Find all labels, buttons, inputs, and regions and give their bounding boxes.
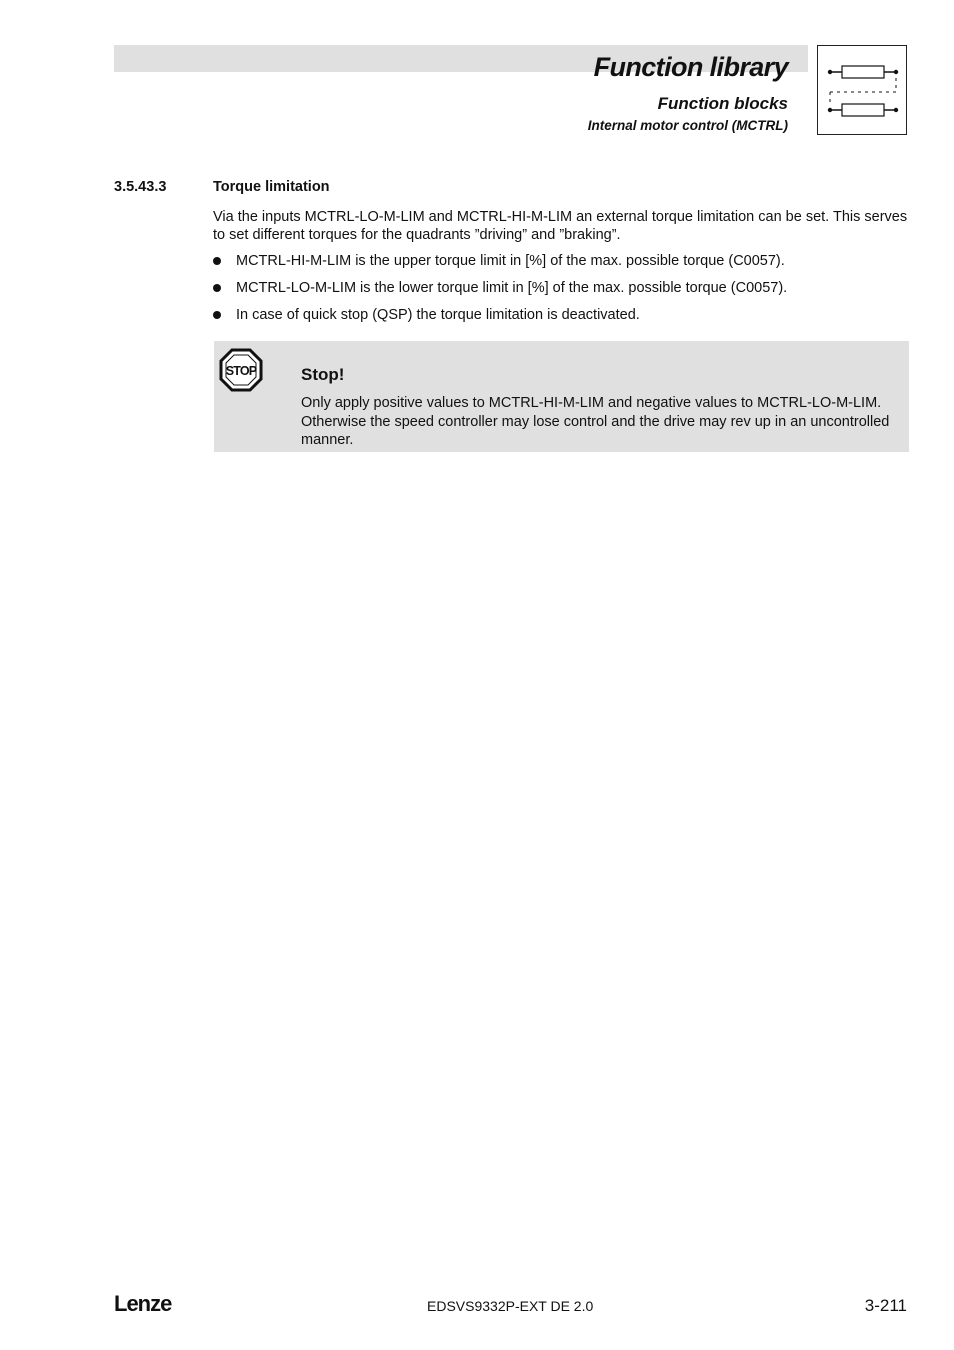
stop-icon-text: STOP: [225, 364, 257, 378]
bullet-icon: [213, 311, 221, 319]
page-subtitle: Function blocks: [657, 94, 788, 113]
section-title: Torque limitation: [213, 179, 330, 195]
list-item-text: MCTRL-LO-M-LIM is the lower torque limit in [%] of the max. possible torque (C0057).: [236, 280, 788, 296]
page-subsubtitle: Internal motor control (MCTRL): [587, 118, 788, 133]
brand-logo: Lenze: [114, 1291, 172, 1316]
stop-sign-icon: [218, 347, 264, 393]
list-item: [213, 252, 913, 270]
list-item: [213, 279, 913, 297]
stop-note: [214, 341, 909, 452]
bullet-list: [213, 252, 913, 333]
section-number: 3.5.43.3: [114, 179, 167, 195]
function-block-diagram-icon: [817, 45, 907, 135]
document-id: EDSVS9332P-EXT DE 2.0: [427, 1298, 594, 1314]
stop-text: Only apply positive values to MCTRL-HI-M-LIM and negative values to MCTRL-LO-M-LIM. Otherwise the speed controller may lose control and the drive may rev up in an uncontrolled manner.: [301, 395, 890, 448]
intro-paragraph: Via the inputs MCTRL-LO-M-LIM and MCTRL-HI-M-LIM an external torque limitation can be set. This serves to set different torques for the quadrants ”driving” and ”braking”.: [213, 209, 908, 243]
list-item-text: MCTRL-HI-M-LIM is the upper torque limit in [%] of the max. possible torque (C0057).: [236, 253, 785, 269]
page-title: Function library: [593, 52, 788, 82]
list-item: [213, 306, 913, 324]
page-number: 3-211: [864, 1296, 907, 1315]
bullet-icon: [213, 284, 221, 292]
list-item-text: In case of quick stop (QSP) the torque limitation is deactivated.: [236, 307, 640, 323]
bullet-icon: [213, 257, 221, 265]
stop-heading: Stop!: [301, 365, 345, 384]
